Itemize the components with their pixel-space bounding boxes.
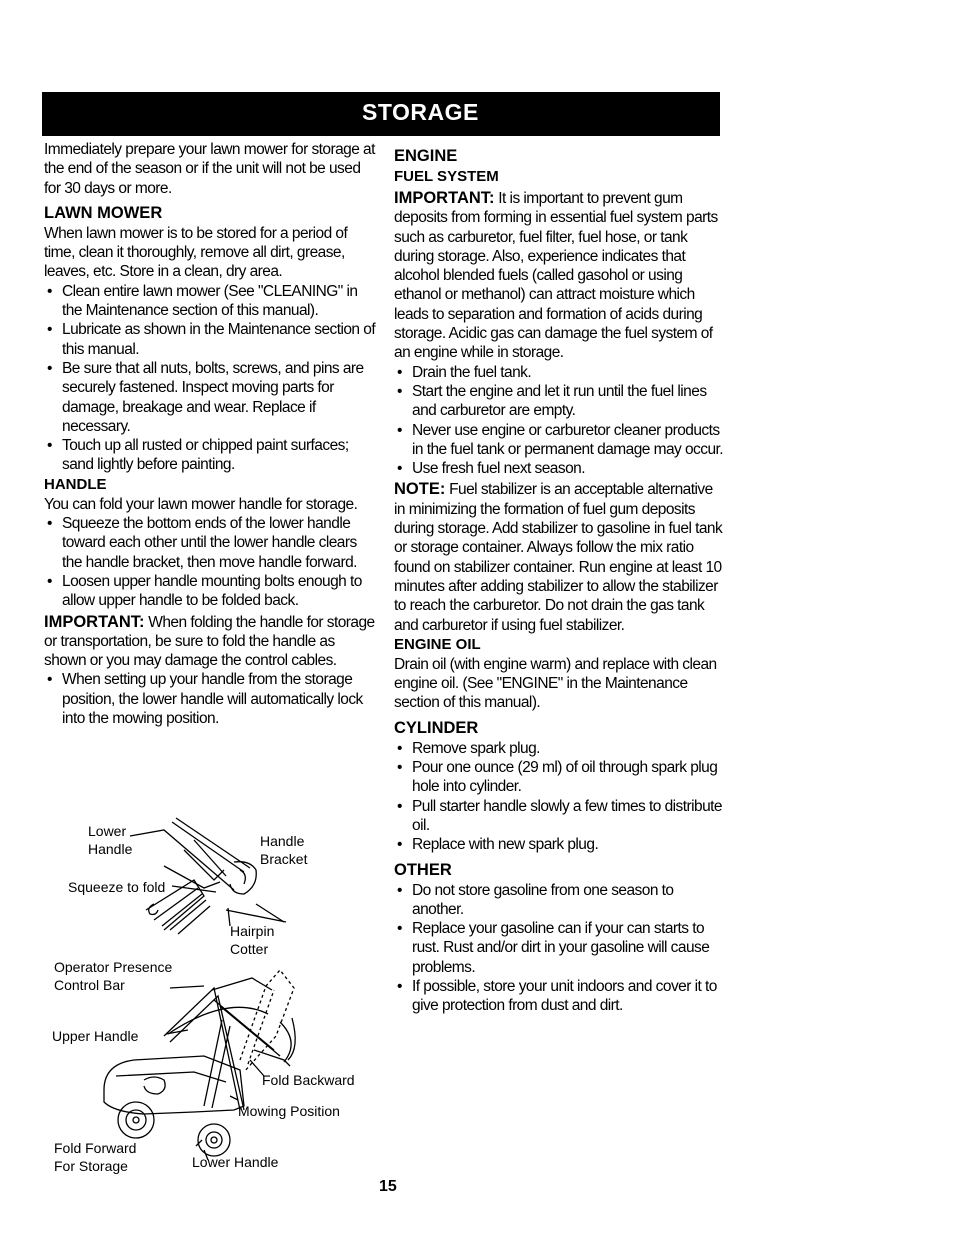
label-fold-forward: Fold Forward For Storage	[54, 1140, 137, 1174]
list-item: • Be sure that all nuts, bolts, screws, and pins are securely fastened. Inspect moving parts for damage, breakage and wear. Replace if necessary.	[44, 359, 376, 436]
note-text: Fuel stabilizer is an acceptable alternative in minimizing the formation of fuel gum deposits during storage. Add stabilizer to gasoline in fuel tank or storage container. Always follow the mix ratio found on stabilizer container. Run engine at least 10 minutes after adding stabilizer to allow the stabilizer to reach the carburetor. Do not drain the gas tank and carburetor if using fuel stabilizer.	[394, 481, 723, 634]
fuel-list	[394, 363, 724, 479]
important-label: IMPORTANT:	[394, 189, 495, 207]
list-item: • Never use engine or carburetor cleaner products in the fuel tank or permanent damage may occur.	[394, 421, 724, 460]
page-number: 15	[379, 1178, 397, 1195]
engine-heading: ENGINE	[394, 147, 458, 165]
handle-important	[44, 613, 376, 671]
list-item: • Drain the fuel tank.	[394, 363, 724, 382]
cylinder-heading: CYLINDER	[394, 718, 479, 737]
handle-heading: HANDLE	[44, 475, 107, 493]
list-item: • Start the engine and let it run until the fuel lines and carburetor are empty.	[394, 382, 724, 421]
label-hairpin-cotter: Hairpin Cotter	[230, 923, 275, 957]
label-lower-handle: Lower Handle	[88, 823, 133, 857]
list-item: • Clean entire lawn mower (See "CLEANING" in the Maintenance section of this manual).	[44, 282, 376, 321]
list-item: • Squeeze the bottom ends of the lower handle toward each other until the lower handle clears the handle bracket, then move handle forward.	[44, 514, 376, 572]
section-header-bar	[42, 92, 720, 136]
list-item: • Touch up all rusted or chipped paint surfaces; sand lightly before painting.	[44, 436, 376, 475]
lawn-mower-list	[44, 282, 376, 475]
lawn-mower-text: When lawn mower is to be stored for a period of time, clean it thoroughly, remove all dirt, grease, leaves, etc. Store in a clean, dry area.	[44, 224, 348, 281]
important-text: It is important to prevent gum deposits from forming in essential fuel system parts such as carburetor, fuel filter, fuel hose, or tank during storage. Also, experience indicates that alcohol blended fuels (called gasohol or using ethanol or methanol) can attract moisture which leads to separation and formation of acids during storage. Acidic gas can damage the fuel system of an engine while in storage.	[394, 190, 718, 362]
label-handle-bracket: Handle Bracket	[260, 833, 308, 867]
label-operator-presence-bar: Operator Presence Control Bar	[54, 959, 173, 993]
handle-text: You can fold your lawn mower handle for storage.	[44, 495, 358, 513]
right-column	[394, 145, 724, 1016]
other-list	[394, 881, 724, 1016]
list-item: • Pour one ounce (29 ml) of oil through spark plug hole into cylinder.	[394, 758, 724, 797]
lawn-mower-heading: LAWN MOWER	[44, 203, 163, 222]
list-item: • Replace with new spark plug.	[394, 835, 724, 854]
list-item: • Use fresh fuel next season.	[394, 459, 724, 478]
cylinder-list	[394, 739, 724, 855]
handle-fold-diagram	[44, 810, 384, 1180]
label-fold-backward: Fold Backward	[262, 1072, 355, 1088]
fuel-important	[394, 189, 724, 363]
fuel-note	[394, 480, 724, 634]
mower-illustration	[44, 810, 384, 1180]
label-squeeze-to-fold: Squeeze to fold	[68, 879, 166, 895]
list-item: • Lubricate as shown in the Maintenance section of this manual.	[44, 320, 376, 359]
section-title: STORAGE	[362, 99, 479, 125]
label-lower-handle-bottom: Lower Handle	[192, 1154, 279, 1170]
other-heading: OTHER	[394, 860, 452, 879]
list-item: • When setting up your handle from the storage position, the lower handle will automatically lock into the mowing position.	[44, 670, 376, 728]
note-label: NOTE:	[394, 480, 446, 499]
list-item: • Replace your gasoline can if your can starts to rust. Rust and/or dirt in your gasoline will cause problems.	[394, 919, 724, 977]
list-item: • Pull starter handle slowly a few times to distribute oil.	[394, 797, 724, 836]
list-item: • Remove spark plug.	[394, 739, 724, 758]
important-label: IMPORTANT:	[44, 612, 145, 631]
label-upper-handle: Upper Handle	[52, 1028, 139, 1044]
list-item: • Do not store gasoline from one season to another.	[394, 881, 724, 920]
handle-list	[44, 514, 376, 610]
left-column	[44, 140, 376, 728]
fuel-system-heading: FUEL SYSTEM	[394, 168, 499, 185]
list-item: • Loosen upper handle mounting bolts enough to allow upper handle to be folded back.	[44, 572, 376, 611]
engine-oil-heading: ENGINE OIL	[394, 635, 481, 653]
engine-oil-text: Drain oil (with engine warm) and replace with clean engine oil. (See "ENGINE" in the Maintenance section of this manual).	[394, 655, 717, 712]
list-item: • If possible, store your unit indoors and cover it to give protection from dust and dirt.	[394, 977, 724, 1016]
intro-paragraph: Immediately prepare your lawn mower for storage at the end of the season or if the unit will not be used for 30 days or more.	[44, 141, 375, 197]
important-text: When folding the handle for storage or transportation, be sure to fold the handle as shown or you may damage the control cables.	[44, 613, 375, 670]
label-mowing-position: Mowing Position	[238, 1103, 340, 1119]
handle-list-2	[44, 670, 376, 728]
